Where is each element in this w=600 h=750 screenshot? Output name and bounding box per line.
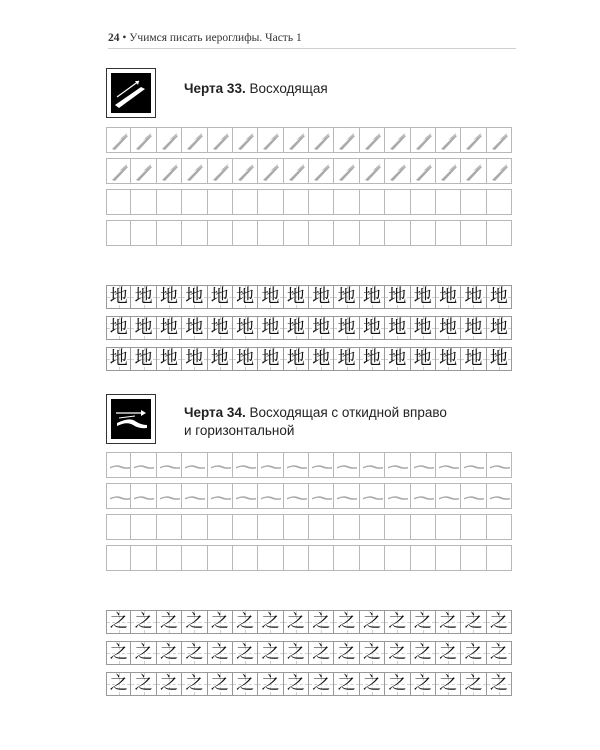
empty-practice-cell bbox=[360, 545, 385, 571]
trace-cell bbox=[106, 483, 131, 509]
character-cell: 之 bbox=[131, 610, 156, 634]
trace-cell bbox=[334, 127, 359, 153]
trace-cell bbox=[309, 158, 334, 184]
trace-cell bbox=[182, 452, 207, 478]
empty-practice-cell bbox=[233, 545, 258, 571]
trace-cell bbox=[411, 452, 436, 478]
empty-practice-cell bbox=[436, 189, 461, 215]
empty-practice-cell bbox=[360, 514, 385, 540]
character-row bbox=[106, 641, 512, 665]
empty-practice-cell bbox=[284, 514, 309, 540]
character-cell: 之 bbox=[436, 610, 461, 634]
practice-row bbox=[106, 452, 512, 478]
character-cell: 之 bbox=[334, 641, 359, 665]
trace-cell bbox=[436, 483, 461, 509]
practice-row bbox=[106, 220, 512, 246]
character-cell: 之 bbox=[258, 672, 283, 696]
empty-practice-cell bbox=[309, 220, 334, 246]
character-cell: 地 bbox=[385, 347, 410, 371]
empty-practice-cell bbox=[131, 220, 156, 246]
empty-practice-cell bbox=[157, 220, 182, 246]
character-cell: 之 bbox=[487, 641, 512, 665]
stroke-34-title bbox=[184, 404, 447, 440]
empty-practice-cell bbox=[233, 514, 258, 540]
character-cell: 之 bbox=[233, 610, 258, 634]
character-cell: 地 bbox=[182, 347, 207, 371]
trace-cell bbox=[411, 127, 436, 153]
trace-cell bbox=[487, 158, 512, 184]
character-row bbox=[106, 610, 512, 634]
trace-cell bbox=[461, 483, 486, 509]
trace-cell bbox=[258, 127, 283, 153]
trace-cell bbox=[106, 452, 131, 478]
character-cell: 地 bbox=[360, 316, 385, 340]
character-cell: 地 bbox=[309, 347, 334, 371]
character-cell: 之 bbox=[461, 641, 486, 665]
character-cell: 之 bbox=[182, 672, 207, 696]
character-cell: 地 bbox=[461, 316, 486, 340]
character-cell: 之 bbox=[284, 610, 309, 634]
character-cell: 之 bbox=[385, 672, 410, 696]
character-cell: 地 bbox=[309, 316, 334, 340]
trace-cell bbox=[182, 127, 207, 153]
character-cell: 地 bbox=[106, 285, 131, 309]
trace-cell bbox=[461, 452, 486, 478]
character-cell: 地 bbox=[461, 285, 486, 309]
trace-cell bbox=[309, 483, 334, 509]
character-cell: 地 bbox=[487, 347, 512, 371]
character-cell: 之 bbox=[131, 641, 156, 665]
trace-cell bbox=[182, 483, 207, 509]
character-cell: 地 bbox=[131, 285, 156, 309]
empty-practice-cell bbox=[106, 220, 131, 246]
empty-practice-cell bbox=[436, 514, 461, 540]
empty-practice-cell bbox=[131, 545, 156, 571]
character-cell: 地 bbox=[258, 347, 283, 371]
character-cell: 之 bbox=[182, 610, 207, 634]
trace-cell bbox=[131, 158, 156, 184]
empty-practice-cell bbox=[131, 189, 156, 215]
trace-cell bbox=[233, 158, 258, 184]
character-row bbox=[106, 285, 512, 309]
trace-cell bbox=[385, 483, 410, 509]
character-cell: 地 bbox=[436, 285, 461, 309]
empty-practice-cell bbox=[284, 189, 309, 215]
character-cell: 之 bbox=[208, 610, 233, 634]
character-cell: 之 bbox=[436, 641, 461, 665]
character-cell: 之 bbox=[411, 641, 436, 665]
trace-cell bbox=[131, 452, 156, 478]
character-cell: 之 bbox=[411, 610, 436, 634]
stroke-34-name-line1: Восходящая с откидной вправо bbox=[249, 405, 447, 420]
character-cell: 之 bbox=[411, 672, 436, 696]
character-cell: 之 bbox=[182, 641, 207, 665]
empty-practice-cell bbox=[411, 514, 436, 540]
character-cell: 之 bbox=[157, 641, 182, 665]
trace-cell bbox=[309, 127, 334, 153]
character-cell: 之 bbox=[487, 672, 512, 696]
empty-practice-cell bbox=[436, 220, 461, 246]
empty-practice-cell bbox=[182, 545, 207, 571]
header-bullet: • bbox=[122, 32, 127, 44]
trace-cell bbox=[258, 158, 283, 184]
character-cell: 地 bbox=[131, 316, 156, 340]
character-cell: 之 bbox=[106, 610, 131, 634]
trace-cell bbox=[385, 127, 410, 153]
character-cell: 之 bbox=[385, 610, 410, 634]
character-cell: 地 bbox=[334, 347, 359, 371]
character-cell: 地 bbox=[436, 316, 461, 340]
practice-row bbox=[106, 189, 512, 215]
trace-cell bbox=[233, 127, 258, 153]
empty-practice-cell bbox=[334, 220, 359, 246]
character-cell: 之 bbox=[208, 672, 233, 696]
character-cell: 之 bbox=[385, 641, 410, 665]
character-cell: 地 bbox=[309, 285, 334, 309]
empty-practice-cell bbox=[157, 514, 182, 540]
empty-practice-cell bbox=[487, 220, 512, 246]
character-cell: 地 bbox=[334, 316, 359, 340]
empty-practice-cell bbox=[385, 220, 410, 246]
character-cell: 地 bbox=[487, 316, 512, 340]
trace-cell bbox=[284, 483, 309, 509]
empty-practice-cell bbox=[157, 189, 182, 215]
empty-practice-cell bbox=[309, 514, 334, 540]
trace-cell bbox=[385, 158, 410, 184]
trace-cell bbox=[461, 158, 486, 184]
rising-right-horizontal-stroke-icon bbox=[106, 394, 156, 444]
trace-cell bbox=[157, 158, 182, 184]
character-cell: 之 bbox=[487, 610, 512, 634]
empty-practice-cell bbox=[487, 545, 512, 571]
empty-practice-cell bbox=[208, 514, 233, 540]
trace-cell bbox=[436, 452, 461, 478]
empty-practice-cell bbox=[487, 189, 512, 215]
character-cell: 之 bbox=[106, 672, 131, 696]
character-cell: 地 bbox=[487, 285, 512, 309]
empty-practice-cell bbox=[309, 545, 334, 571]
trace-cell bbox=[106, 158, 131, 184]
trace-cell bbox=[436, 127, 461, 153]
character-row bbox=[106, 672, 512, 696]
character-cell: 之 bbox=[461, 610, 486, 634]
empty-practice-cell bbox=[258, 220, 283, 246]
empty-practice-cell bbox=[461, 545, 486, 571]
empty-practice-cell bbox=[461, 189, 486, 215]
empty-practice-cell bbox=[106, 545, 131, 571]
character-cell: 之 bbox=[258, 610, 283, 634]
trace-cell bbox=[208, 452, 233, 478]
trace-cell bbox=[360, 452, 385, 478]
character-cell: 之 bbox=[233, 641, 258, 665]
trace-cell bbox=[157, 452, 182, 478]
character-cell: 地 bbox=[131, 347, 156, 371]
character-cell: 之 bbox=[208, 641, 233, 665]
character-cell: 之 bbox=[360, 610, 385, 634]
character-cell: 地 bbox=[258, 285, 283, 309]
character-cell: 地 bbox=[157, 285, 182, 309]
rising-stroke-icon bbox=[106, 68, 156, 118]
character-cell: 之 bbox=[360, 672, 385, 696]
trace-cell bbox=[131, 483, 156, 509]
character-cell: 地 bbox=[360, 347, 385, 371]
empty-practice-cell bbox=[385, 545, 410, 571]
character-cell: 之 bbox=[334, 672, 359, 696]
character-cell: 地 bbox=[208, 285, 233, 309]
empty-practice-cell bbox=[461, 220, 486, 246]
empty-practice-cell bbox=[411, 220, 436, 246]
character-row bbox=[106, 347, 512, 371]
empty-practice-cell bbox=[284, 220, 309, 246]
character-cell: 地 bbox=[106, 316, 131, 340]
empty-practice-cell bbox=[233, 220, 258, 246]
character-cell: 之 bbox=[131, 672, 156, 696]
empty-practice-cell bbox=[182, 189, 207, 215]
character-cell: 之 bbox=[309, 610, 334, 634]
empty-practice-cell bbox=[258, 189, 283, 215]
trace-cell bbox=[487, 483, 512, 509]
trace-cell bbox=[208, 483, 233, 509]
trace-cell bbox=[284, 158, 309, 184]
character-cell: 地 bbox=[334, 285, 359, 309]
character-cell: 地 bbox=[233, 316, 258, 340]
empty-practice-cell bbox=[334, 514, 359, 540]
page-number: 24 bbox=[108, 32, 120, 44]
empty-practice-cell bbox=[208, 545, 233, 571]
character-cell: 地 bbox=[182, 316, 207, 340]
stroke-34-label: Черта 34. bbox=[184, 405, 246, 420]
character-cell: 之 bbox=[309, 641, 334, 665]
character-cell: 地 bbox=[284, 347, 309, 371]
character-cell: 地 bbox=[233, 347, 258, 371]
character-cell: 地 bbox=[385, 316, 410, 340]
header-title: Учимся писать иероглифы. Часть 1 bbox=[129, 32, 302, 44]
empty-practice-cell bbox=[461, 514, 486, 540]
character-cell: 之 bbox=[233, 672, 258, 696]
character-cell: 地 bbox=[436, 347, 461, 371]
practice-row bbox=[106, 514, 512, 540]
trace-cell bbox=[131, 127, 156, 153]
character-cell: 地 bbox=[233, 285, 258, 309]
trace-cell bbox=[157, 483, 182, 509]
trace-cell bbox=[208, 127, 233, 153]
empty-practice-cell bbox=[360, 220, 385, 246]
trace-cell bbox=[411, 158, 436, 184]
empty-practice-cell bbox=[208, 189, 233, 215]
trace-cell bbox=[106, 127, 131, 153]
character-cell: 地 bbox=[157, 316, 182, 340]
empty-practice-cell bbox=[208, 220, 233, 246]
stroke-33-label: Черта 33. bbox=[184, 81, 246, 96]
trace-cell bbox=[157, 127, 182, 153]
practice-row bbox=[106, 127, 512, 153]
character-cell: 之 bbox=[334, 610, 359, 634]
character-cell: 地 bbox=[411, 285, 436, 309]
character-cell: 地 bbox=[284, 285, 309, 309]
trace-cell bbox=[208, 158, 233, 184]
empty-practice-cell bbox=[334, 189, 359, 215]
empty-practice-cell bbox=[182, 220, 207, 246]
trace-cell bbox=[360, 158, 385, 184]
empty-practice-cell bbox=[131, 514, 156, 540]
empty-practice-cell bbox=[385, 514, 410, 540]
page-header bbox=[108, 32, 516, 49]
empty-practice-cell bbox=[360, 189, 385, 215]
empty-practice-cell bbox=[334, 545, 359, 571]
character-cell: 地 bbox=[157, 347, 182, 371]
empty-practice-cell bbox=[182, 514, 207, 540]
empty-practice-cell bbox=[258, 545, 283, 571]
trace-cell bbox=[182, 158, 207, 184]
empty-practice-cell bbox=[411, 189, 436, 215]
practice-row bbox=[106, 483, 512, 509]
stroke-34-name-line2: и горизонтальной bbox=[184, 423, 295, 438]
trace-cell bbox=[360, 483, 385, 509]
trace-cell bbox=[284, 452, 309, 478]
character-cell: 地 bbox=[360, 285, 385, 309]
character-cell: 之 bbox=[309, 672, 334, 696]
character-cell: 地 bbox=[106, 347, 131, 371]
character-cell: 地 bbox=[284, 316, 309, 340]
trace-cell bbox=[487, 452, 512, 478]
empty-practice-cell bbox=[157, 545, 182, 571]
empty-practice-cell bbox=[411, 545, 436, 571]
character-cell: 之 bbox=[284, 672, 309, 696]
character-cell: 地 bbox=[385, 285, 410, 309]
empty-practice-cell bbox=[436, 545, 461, 571]
practice-row bbox=[106, 158, 512, 184]
empty-practice-cell bbox=[233, 189, 258, 215]
character-cell: 地 bbox=[208, 316, 233, 340]
character-cell: 地 bbox=[461, 347, 486, 371]
empty-practice-cell bbox=[309, 189, 334, 215]
stroke-33-name: Восходящая bbox=[249, 81, 328, 96]
empty-practice-cell bbox=[487, 514, 512, 540]
trace-cell bbox=[334, 158, 359, 184]
character-cell: 地 bbox=[411, 316, 436, 340]
empty-practice-cell bbox=[106, 189, 131, 215]
trace-cell bbox=[487, 127, 512, 153]
trace-cell bbox=[258, 452, 283, 478]
empty-practice-cell bbox=[284, 545, 309, 571]
trace-cell bbox=[309, 452, 334, 478]
trace-cell bbox=[284, 127, 309, 153]
character-cell: 之 bbox=[436, 672, 461, 696]
practice-row bbox=[106, 545, 512, 571]
character-cell: 之 bbox=[106, 641, 131, 665]
trace-cell bbox=[461, 127, 486, 153]
trace-cell bbox=[360, 127, 385, 153]
character-cell: 之 bbox=[360, 641, 385, 665]
character-cell: 地 bbox=[411, 347, 436, 371]
character-cell: 地 bbox=[258, 316, 283, 340]
trace-cell bbox=[436, 158, 461, 184]
character-cell: 之 bbox=[157, 610, 182, 634]
trace-cell bbox=[334, 452, 359, 478]
character-row bbox=[106, 316, 512, 340]
empty-practice-cell bbox=[106, 514, 131, 540]
trace-cell bbox=[385, 452, 410, 478]
empty-practice-cell bbox=[385, 189, 410, 215]
character-cell: 之 bbox=[157, 672, 182, 696]
trace-cell bbox=[334, 483, 359, 509]
empty-practice-cell bbox=[258, 514, 283, 540]
character-cell: 地 bbox=[182, 285, 207, 309]
character-cell: 之 bbox=[284, 641, 309, 665]
trace-cell bbox=[233, 452, 258, 478]
trace-cell bbox=[233, 483, 258, 509]
trace-cell bbox=[258, 483, 283, 509]
stroke-33-title bbox=[184, 80, 328, 98]
character-cell: 之 bbox=[461, 672, 486, 696]
trace-cell bbox=[411, 483, 436, 509]
character-cell: 之 bbox=[258, 641, 283, 665]
character-cell: 地 bbox=[208, 347, 233, 371]
